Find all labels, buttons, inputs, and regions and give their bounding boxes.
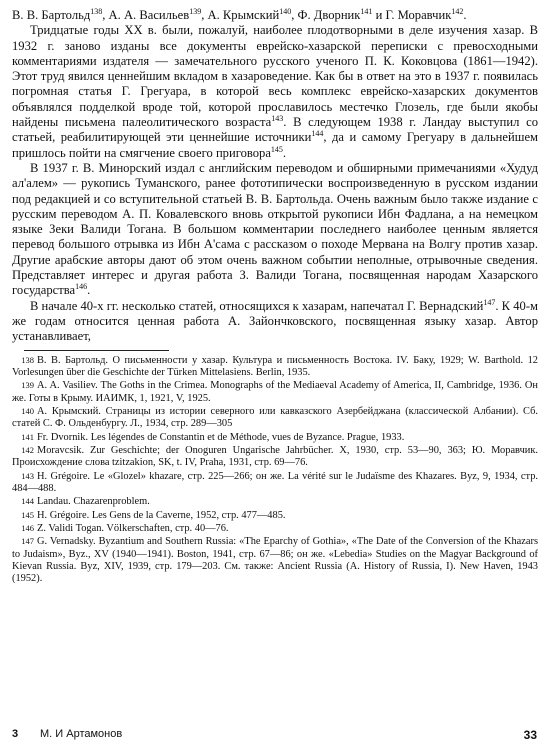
footnote	[12, 405, 538, 431]
paragraph	[12, 23, 538, 161]
footnote-ref: 141	[360, 7, 373, 16]
footnote-text: H. Grégoire. Le «Glozel» khazare, стр. 225—266; он же. La vérité sur le Judaïsme des Khazares. Byz, 9, 1934, стр. 484—488.	[12, 470, 538, 494]
footnote-number: 145	[21, 509, 34, 520]
paragraph	[12, 161, 538, 299]
footnote-text: В. В. Бартольд. О письменности у хазар. Культура и письменность Востока. IV. Баку, 1929; W. Barthold. 12 Vorlesungen über die Geschichte der Türken Mittelasiens. Berlin, 1935.	[12, 354, 538, 378]
text-run: . К 40-м же годам относится ценная работа А. Зайончковского, посвященная языку хазар. Автор устанавливает,	[12, 298, 538, 344]
footnote-ref: 140	[279, 7, 292, 16]
text-run: и Г. Моравчик	[372, 8, 452, 22]
text-run: .	[282, 145, 287, 160]
page-number: 33	[523, 728, 537, 742]
footnote-ref: 146	[75, 282, 88, 292]
text-run: В 1937 г. В. Минорский издал с английским переводом и обширными примечаниями «Худуд ал'алем» — рукопись Туманского, ранее фототипически воспроизведенную в русском издании под редакцией и со вступительной статьей В. В. Бартольда. Очень важным было также издание с русским переводом А. П. Ковалевского вновь открытой рукописи Ибн Фадлана, а на немецком языке Зеки Валиди Тогана. В большом комментарии последнего наиболее ценным является перевод большого отрывка из Ибн А'сама с рассказом о походе Мервана на Волгу против хазар. Другие арабские авторы дают об этом очень важном событии неполные, отрывочные сведения. Представляет интерес и другая работа З. Валиди Тогана, посвященная народам Хазарского государства	[12, 160, 538, 298]
text-run: .	[463, 8, 467, 22]
main-text	[12, 8, 538, 345]
footnote	[12, 535, 538, 585]
footnote-ref: 147	[483, 297, 496, 307]
footnote-number: 139	[21, 380, 34, 391]
footnote-number: 143	[21, 470, 34, 481]
text-run: . В следующем 1938 г. Ландау выступил со статьей, реабилитирующей эти ценнейшие источники	[12, 115, 538, 145]
text-run: В. В. Бартольд	[12, 8, 91, 22]
footnote-number: 147	[21, 536, 34, 547]
footnote-text: A. A. Vasiliev. The Goths in the Crimea. Monographs of the Mediaeval Academy of America, II, Cambridge, 1936. Он же. Готы в Крыму. ИАИМК, 1, 1921, V, 1925.	[12, 380, 538, 404]
footnote-text: Landau. Chazarenproblem.	[37, 496, 150, 508]
footnote-ref: 144	[311, 129, 324, 139]
footnote-text: G. Vernadsky. Byzantium and Southern Russia: «The Eparchy of Gothia», «The Date of the Conversion of the Khazars to Judaism», Byz., XV (1940—1941). Boston, 1941, стр. 67—86; он же. «Lebedia» Studies on the Magyar Background of Kievan Russia. Byz, XIV, 1939, стр. 179—203. См. также: Ancient Russia (A. History of Russia, I). New Haven, 1943 (1952).	[12, 536, 538, 585]
footnotes	[12, 354, 538, 586]
footnote	[12, 354, 538, 380]
paragraph	[12, 299, 538, 345]
footnote-ref: 143	[271, 114, 284, 124]
page-footer	[12, 728, 537, 744]
footnote	[12, 495, 538, 508]
footnote	[12, 379, 538, 405]
text-run: , А. Крымский	[201, 8, 280, 22]
text-run: , да и самому Грегуару в дальнейшем пришлось пойти на смягчение своего приговора	[12, 130, 539, 160]
footnote-ref: 138	[90, 7, 103, 16]
signature-author: М. И Артамонов	[40, 728, 123, 740]
text-run: В начале 40-х гг. несколько статей, относящихся к хазарам, напечатал Г. Вернадский	[30, 298, 484, 313]
footnote-number: 146	[21, 523, 34, 533]
footnote	[12, 522, 538, 535]
footnote-number: 141	[21, 431, 34, 442]
footnote	[12, 470, 538, 496]
signature-number: 3	[12, 728, 19, 740]
footnote	[12, 444, 538, 470]
footnote	[12, 509, 538, 522]
footnote-text: А. Крымский. Страницы из истории северного или кавказского Азербейджана (классической Албании). Сб. статей С. Ф. Ольденбургу. Л., 1934, стр. 289—305	[12, 405, 538, 430]
footnote-ref: 145	[270, 144, 283, 154]
footnote-number: 140	[21, 405, 34, 416]
footnote-text: Moravcsik. Zur Geschichte; der Onoguren Ungarische Jahrbücher. X, 1930, стр. 53—90, 363; Ю. Моравчик. Происхождение слова tzitzakion, SK, t. IV, Praha, 1931, стр. 69—76.	[12, 444, 538, 469]
footnote-number: 142	[21, 444, 34, 455]
footnote	[12, 431, 538, 444]
text-run: Тридцатые годы XX в. были, пожалуй, наиболее плодотворными в деле изучения хазар. В 1932 г. заново изданы все документы еврейско-хазарской переписки с превосходными комментариями издателя — замечательного русского ученого П. К. Коковцова (1861—1942). Этот труд явился ценнейшим вкладом в хазароведение. Как бы в ответ на это в 1937 г. появилась погромная статья Г. Грегуара, в которой весь комплекс еврейско-хазарских документов объявлялся подделкой вроде той, которой прославилось местечко Глозель, где были якобы найдены письмена палеолитического возраста	[12, 23, 538, 130]
footnote-ref: 139	[189, 7, 202, 16]
footnote-number: 144	[21, 496, 34, 507]
text-run: .	[87, 283, 91, 298]
text-run: , А. А. Васильев	[102, 8, 190, 22]
paragraph	[12, 8, 538, 23]
footnote-divider	[24, 350, 169, 351]
footnote-text: H. Grégoire. Les Gens de la Caverne, 1952, стр. 477—485.	[37, 509, 286, 521]
footnote-number: 138	[21, 354, 34, 365]
footnote-text: Fr. Dvornik. Les légendes de Constantin et de Méthode, vues de Byzance. Prague, 1933.	[37, 431, 405, 443]
text-run: , Ф. Дворник	[291, 8, 361, 22]
footnote-text: Z. Validi Togan. Völkerschaften, стр. 40—76.	[37, 523, 229, 534]
footnote-ref: 142	[451, 7, 464, 16]
